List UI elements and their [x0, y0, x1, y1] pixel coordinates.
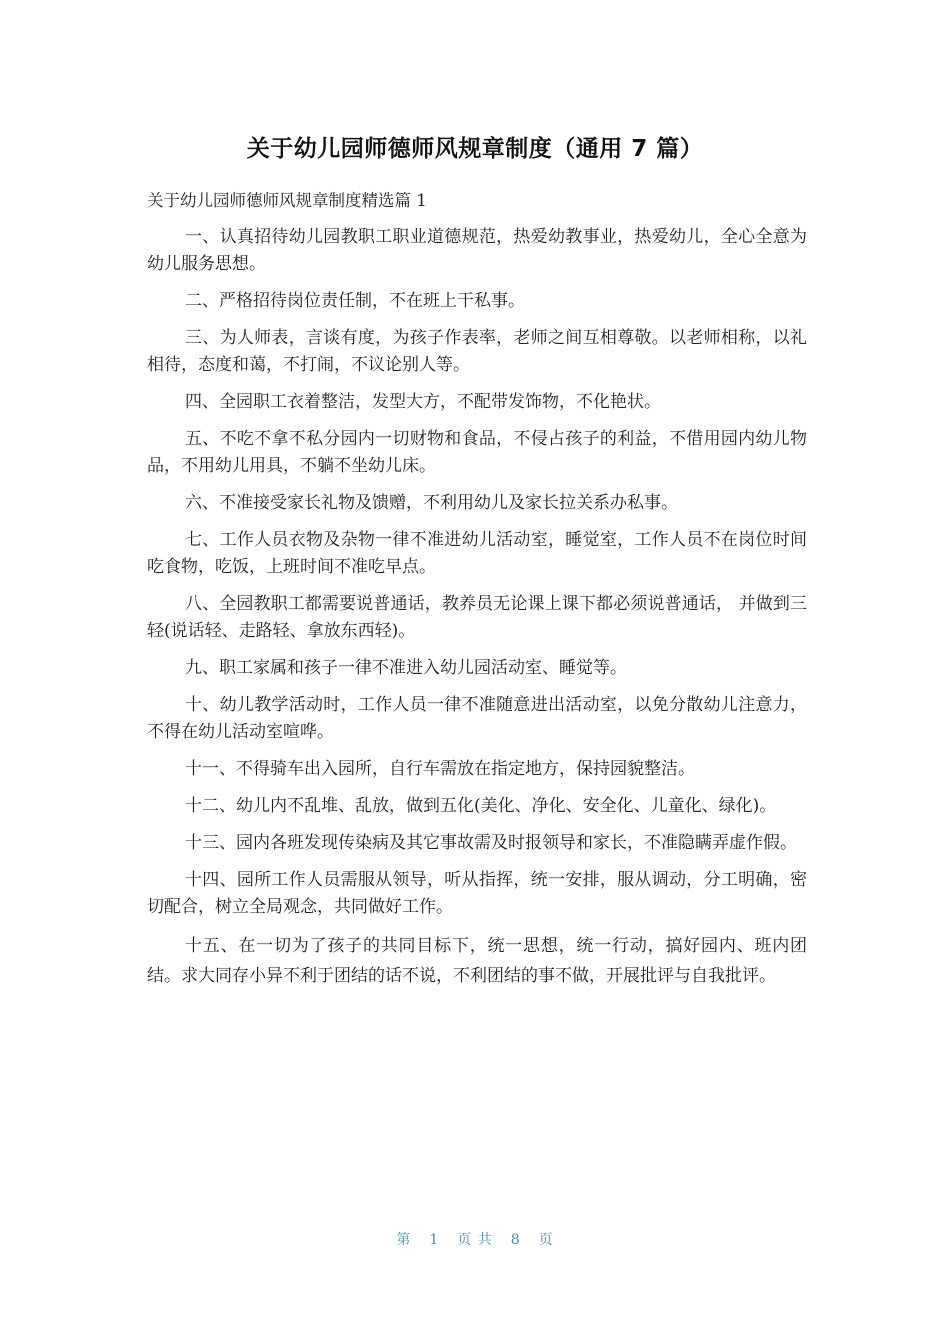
section-heading: 关于幼儿园师德师风规章制度精选篇 1 — [147, 191, 427, 210]
rule-item: 十一、不得骑车出入园所，自行车需放在指定地方，保持园貌整洁。 — [185, 759, 695, 779]
page-label-suffix: 页 — [538, 1232, 554, 1248]
rule-item: 十三、园内各班发现传染病及其它事故需及时报领导和家长，不准隐瞒弄虚作假。 — [185, 833, 797, 853]
rule-item: 二、严格招待岗位责任制，不在班上干私事。 — [185, 291, 525, 311]
rule-item: 八、全园教职工都需要说普通话，教养员无论课上课下都必须说普通话， 并做到三轻(说话轻、走路轻、拿放东西轻)。 — [147, 594, 807, 641]
rule-item: 五、不吃不拿不私分园内一切财物和食品，不侵占孩子的利益，不借用园内幼儿物品，不用幼儿用具，不躺不坐幼儿床。 — [147, 429, 807, 476]
page-label-mid: 页 共 — [457, 1232, 493, 1248]
total-pages-number: 8 — [510, 1232, 521, 1248]
rules-list — [147, 224, 807, 1001]
rule-item: 九、职工家属和孩子一律不准进入幼儿园活动室、睡觉等。 — [185, 658, 627, 678]
rule-item: 十五、在一切为了孩子的共同目标下，统一思想，统一行动，搞好园内、班内团结。求大同存小异不利于团结的话不说，不利团结的事不做，开展批评与自我批评。 — [147, 936, 807, 986]
page-footer — [0, 1229, 950, 1249]
rule-item: 七、工作人员衣物及杂物一律不准进幼儿活动室，睡觉室，工作人员不在岗位时间吃食物，吃饭，上班时间不准吃早点。 — [147, 530, 807, 577]
document-title: 关于幼儿园师德师风规章制度（通用 7 篇） — [246, 136, 704, 162]
rule-item: 六、不准接受家长礼物及馈赠，不利用幼儿及家长拉关系办私事。 — [185, 493, 678, 513]
rule-item: 一、认真招待幼儿园教职工职业道德规范，热爱幼教事业，热爱幼儿，全心全意为幼儿服务思想。 — [147, 227, 807, 274]
rule-item: 十、幼儿教学活动时，工作人员一律不准随意进出活动室，以免分散幼儿注意力，不得在幼儿活动室喧哗。 — [147, 695, 807, 742]
rule-item: 十二、幼儿内不乱堆、乱放，做到五化(美化、净化、安全化、儿童化、绿化)。 — [185, 796, 777, 816]
rule-item: 三、为人师表，言谈有度，为孩子作表率，老师之间互相尊敬。以老师相称，以礼相待，态度和蔼，不打闹，不议论别人等。 — [147, 328, 807, 375]
page-label-prefix: 第 — [396, 1232, 412, 1248]
current-page-number: 1 — [429, 1232, 440, 1248]
rule-item: 四、全园职工衣着整洁，发型大方，不配带发饰物，不化艳状。 — [185, 392, 661, 412]
rule-item: 十四、园所工作人员需服从领导，听从指挥，统一安排，服从调动，分工明确，密切配合，树立全局观念，共同做好工作。 — [147, 870, 807, 917]
